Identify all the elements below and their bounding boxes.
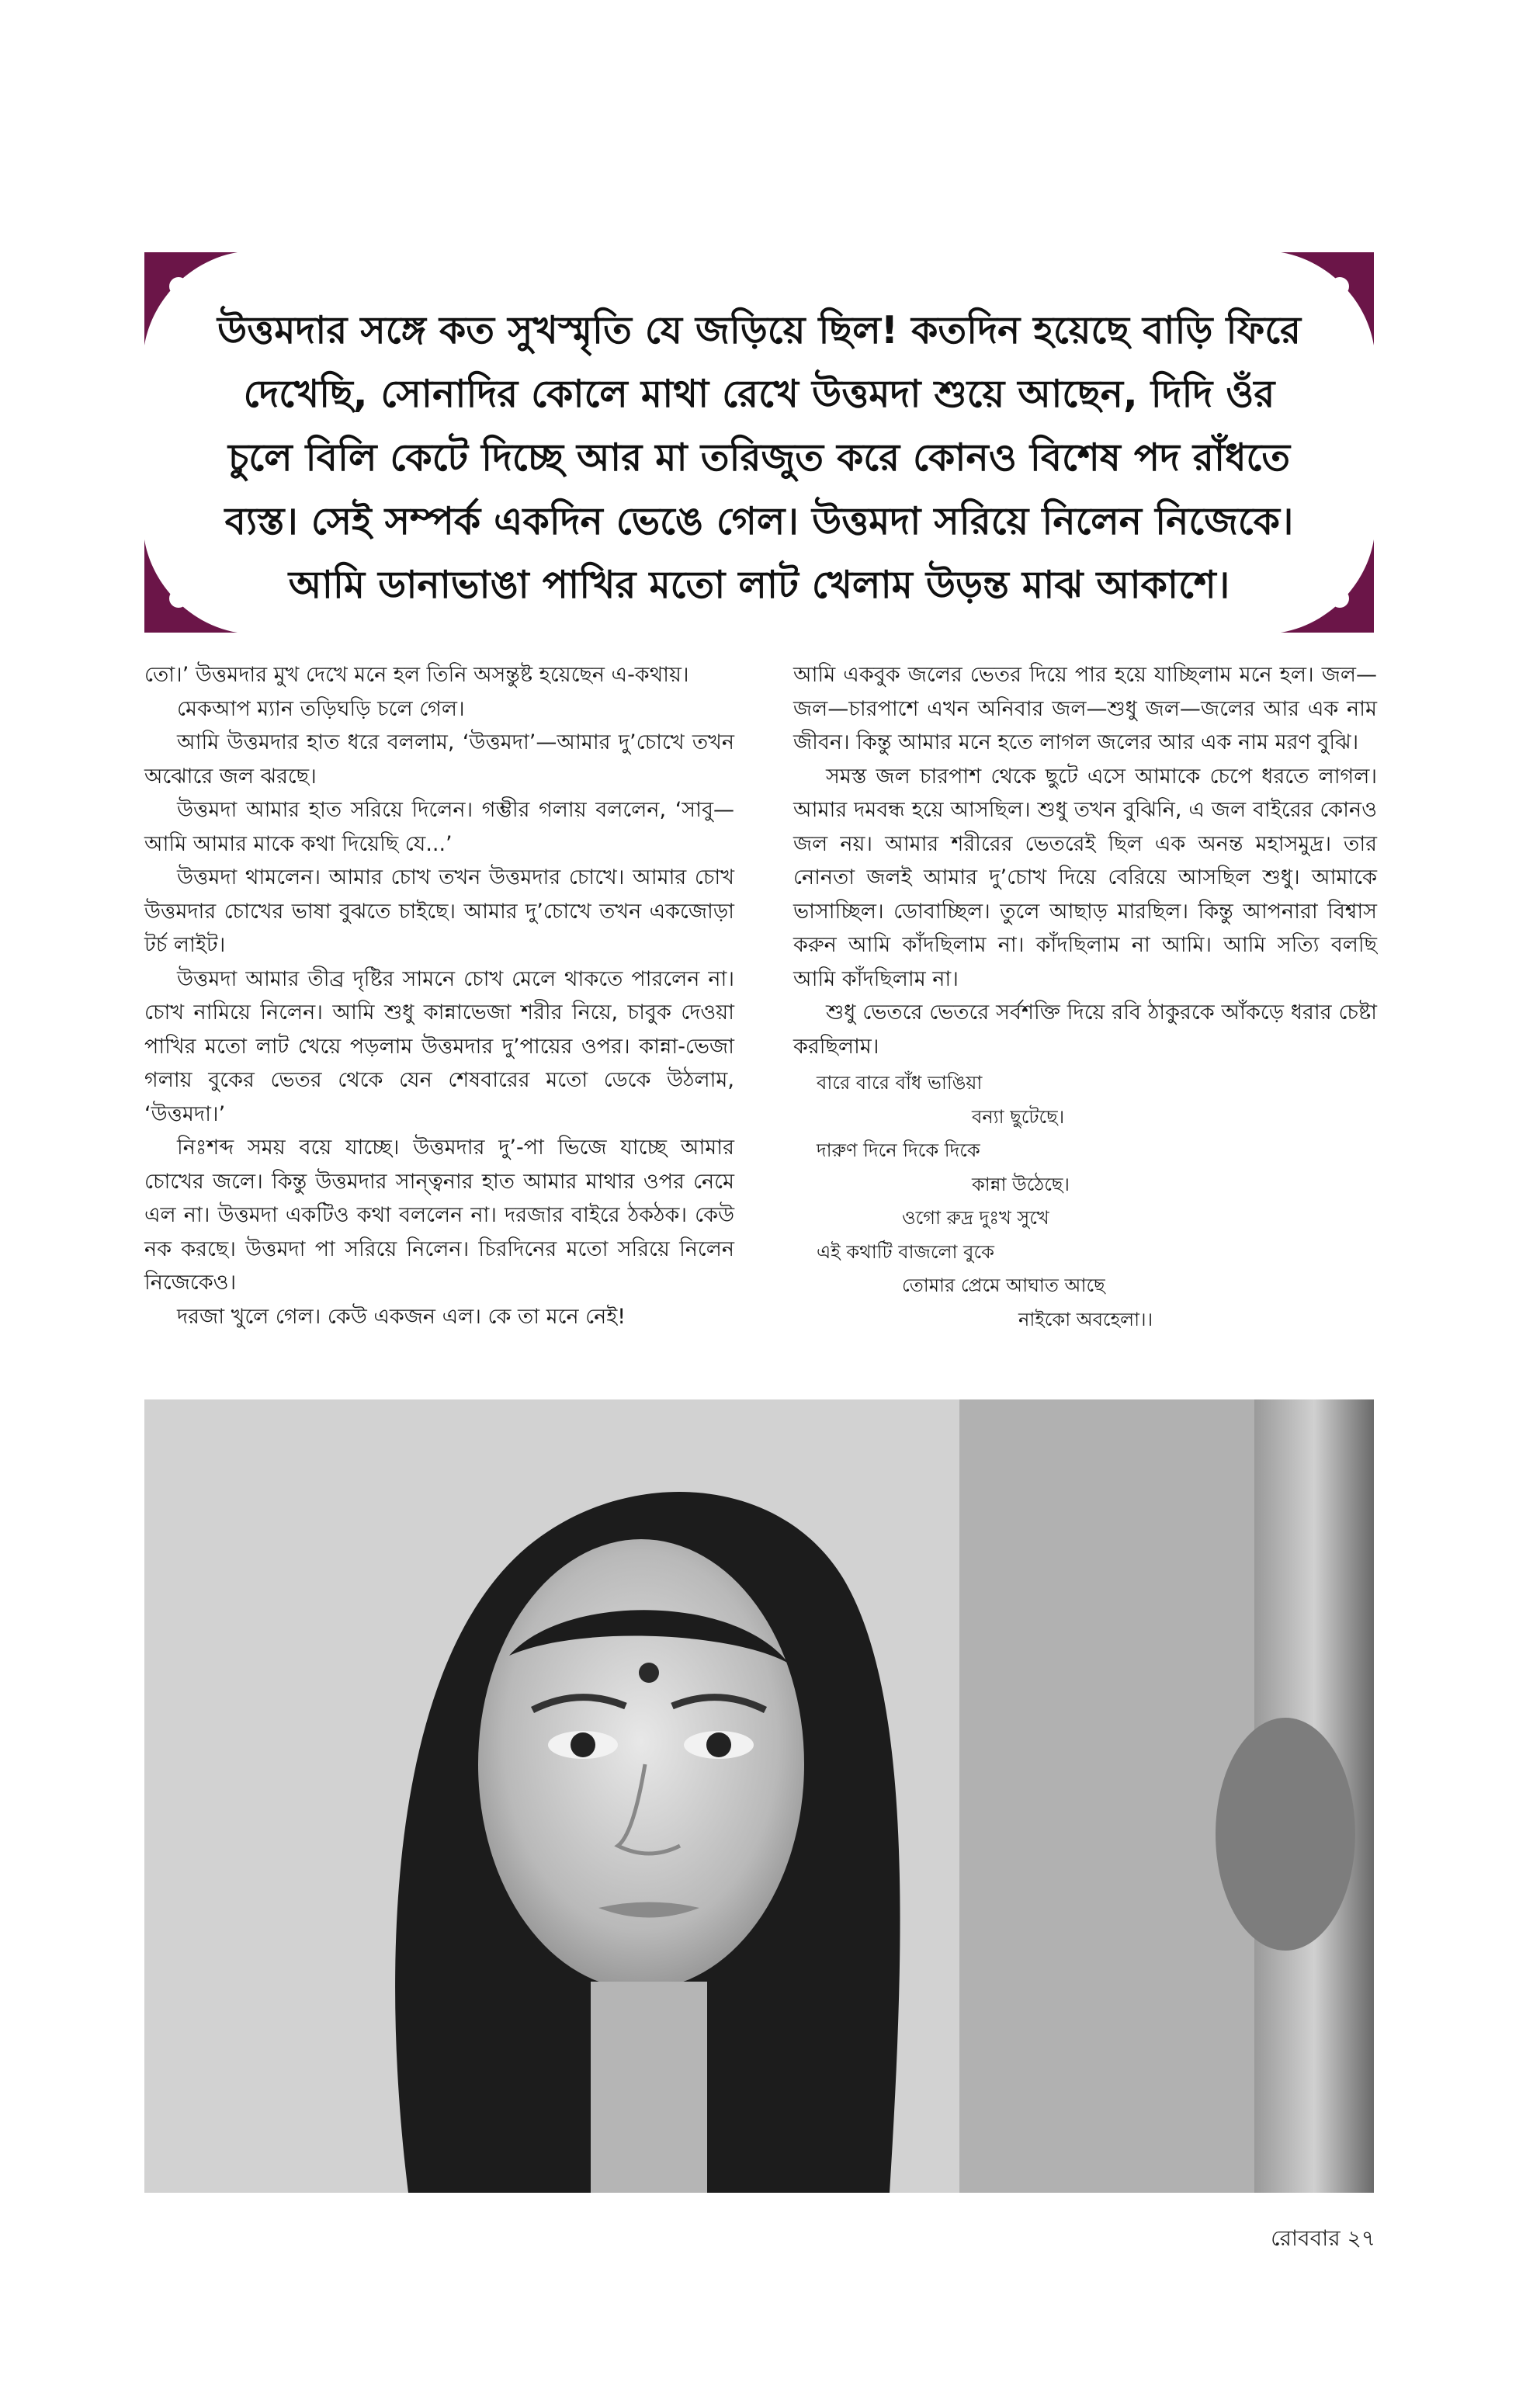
article-column-right: [793, 658, 1377, 1337]
pull-quote-box: [144, 252, 1374, 633]
poem-line: এই কথাটি বাজলো বুকে: [817, 1240, 994, 1263]
paragraph: মেকআপ ম্যান তড়িঘড়ি চলে গেল।: [177, 696, 465, 721]
pull-quote-line: উত্তমদার সঙ্গে কত সুখস্মৃতি যে জড়িয়ে ছিল! কতদিন হয়েছে বাড়ি ফিরে: [217, 308, 1302, 352]
portrait-photo: [144, 1399, 1374, 2193]
paragraph: দরজা খুলে গেল। কেউ একজন এল। কে তা মনে নেই!: [177, 1304, 626, 1329]
poem-line: দারুণ দিনে দিকে দিকে: [817, 1139, 980, 1161]
pull-quote-line: চুলে বিলি কেটে দিচ্ছে আর মা তরিজুত করে কোনও বিশেষ পদ রাঁধতে: [227, 435, 1291, 480]
article-column-left: [144, 658, 734, 1333]
paragraph: শুধু ভেতরে ভেতরে সর্বশক্তি দিয়ে রবি ঠাকুরকে আঁকড়ে ধরার চেষ্টা করছিলাম।: [793, 1001, 1377, 1059]
pull-quote-line: আমি ডানাভাঙা পাখির মতো লাট খেলাম উড়ন্ত মাঝ আকাশে।: [288, 563, 1230, 607]
paragraph: তো।’ উত্তমদার মুখ দেখে মনে হল তিনি অসন্তুষ্ট হয়েছেন এ-কথায়।: [144, 663, 689, 687]
poem-line: নাইকো অবহেলা।।: [1018, 1308, 1153, 1330]
page-folio: রোববার ২৭: [1271, 2225, 1375, 2251]
poem-line: ওগো রুদ্র দুঃখ সুখে: [902, 1207, 1049, 1229]
paragraph: সমস্ত জল চারপাশ থেকে ছুটে এসে আমাকে চেপে ধরতে লাগল। আমার দমবন্ধ হয়ে আসছিল। শুধু তখন বুঝিনি, এ জল বাইরের কোনও জল নয়। আমার শরীরের ভেতরেই ছিল এক অনন্ত মহাসমুদ্র। তার নোনতা জলই আমার দু’চোখ দিয়ে বেরিয়ে আসছিল শুধু। আমাকে ভাসাচ্ছিল। ডোবাচ্ছিল। তুলে আছাড় মারছিল। কিন্তু আপনারা বিশ্বাস করুন আমি কাঁদছিলাম না। কাঁদছিলাম না আমি। আমি সত্যি বলছি আমি কাঁদছিলাম না।: [793, 764, 1377, 991]
poem-line: বারে বারে বাঁধ ভাঙিয়া: [817, 1072, 983, 1094]
poem-line: বন্যা ছুটেছে।: [972, 1105, 1065, 1128]
paragraph: আমি একবুক জলের ভেতর দিয়ে পার হয়ে যাচ্ছিলাম মনে হল। জল—জল—চারপাশে এখন অনিবার জল—শুধু জল—জলের আর এক নাম জীবন। কিন্তু আমার মনে হতে লাগল জলের আর এক নাম মরণ বুঝি।: [793, 663, 1377, 754]
paragraph: উত্তমদা আমার তীব্র দৃষ্টির সামনে চোখ মেলে থাকতে পারলেন না। চোখ নামিয়ে নিলেন। আমি শুধু কান্নাভেজা শরীর নিয়ে, চাবুক দেওয়া পাখির মতো লাট খেয়ে পড়লাম উত্তমদার দু’পায়ের ওপর। কান্না-ভেজা গলায় বুকের ভেতর থেকে যেন শেষবারের মতো ডেকে উঠলাম, ‘উত্তমদা।’: [144, 966, 734, 1126]
paragraph: নিঃশব্দ সময় বয়ে যাচ্ছে। উত্তমদার দু’-পা ভিজে যাচ্ছে আমার চোখের জলে। কিন্তু উত্তমদার সান্ত্বনার হাত আমার মাথার ওপর নেমে এল না। উত্তমদা একটিও কথা বললেন না। দরজার বাইরে ঠকঠক। কেউ নক করছে। উত্তমদা পা সরিয়ে নিলেন। চিরদিনের মতো সরিয়ে নিলেন নিজেকেও।: [144, 1136, 734, 1295]
poem-quote: [793, 1066, 1377, 1337]
poem-line: কান্না উঠেছে।: [972, 1173, 1070, 1195]
poem-line: তোমার প্রেমে আঘাত আছে: [902, 1275, 1105, 1296]
pull-quote-line: দেখেছি, সোনাদির কোলে মাথা রেখে উত্তমদা শুয়ে আছেন, দিদি ওঁর: [243, 372, 1275, 416]
paragraph: উত্তমদা আমার হাত সরিয়ে দিলেন। গম্ভীর গলায় বললেন, ‘সাবু—আমি আমার মাকে কথা দিয়েছি যে...’: [144, 798, 734, 856]
portrait-illustration: [144, 1399, 1374, 2193]
pull-quote-line: ব্যস্ত। সেই সম্পর্ক একদিন ভেঙে গেল। উত্তমদা সরিয়ে নিলেন নিজেকে।: [224, 499, 1294, 543]
paragraph: উত্তমদা থামলেন। আমার চোখ তখন উত্তমদার চোখে। আমার চোখ উত্তমদার চোখের ভাষা বুঝতে চাইছে। আমার দু’চোখে তখন একজোড়া টর্চ লাইট।: [144, 865, 734, 957]
pull-quote-text: [206, 299, 1312, 617]
paragraph: আমি উত্তমদার হাত ধরে বললাম, ‘উত্তমদা’—আমার দু’চোখে তখন অঝোরে জল ঝরছে।: [144, 730, 734, 789]
